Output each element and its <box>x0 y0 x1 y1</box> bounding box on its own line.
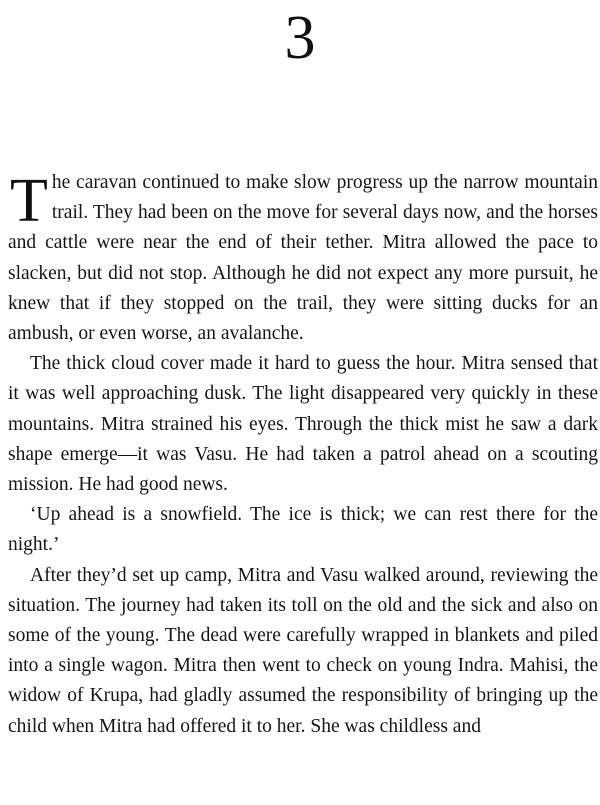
chapter-body <box>8 168 598 742</box>
paragraph-1-text: he caravan continued to make slow progress up the narrow mountain trail. They had been on the move for several days now, and the horses and cattle were near the end of their tether. Mitra allowed the pace to slacken, but did not stop. Although he did not expect any more pursuit, he knew that if they stopped on the trail, they were sitting ducks for an ambush, or even worse, an avalanche. <box>8 172 598 345</box>
paragraph-1 <box>8 168 598 349</box>
paragraph-2: The thick cloud cover made it hard to guess the hour. Mitra sensed that it was well approaching dusk. The light disappeared very quickly in these mountains. Mitra strained his eyes. Through the thick mist he saw a dark shape emerge—it was Vasu. He had taken a patrol ahead on a scouting mission. He had good news. <box>8 353 598 496</box>
chapter-number: 3 <box>284 4 316 72</box>
paragraph-3: ‘Up ahead is a snowfield. The ice is thick; we can rest there for the night.’ <box>8 504 598 556</box>
drop-cap: T <box>10 167 48 235</box>
paragraph-4: After they’d set up camp, Mitra and Vasu walked around, reviewing the situation. The journey had taken its toll on the old and the sick and also on some of the young. The dead were carefully wrapped in blankets and piled into a single wagon. Mitra then went to check on young Indra. Mahisi, the widow of Krupa, had gladly assumed the responsibility of bringing up the child when Mitra had offered it to her. She was childless and <box>8 564 598 737</box>
